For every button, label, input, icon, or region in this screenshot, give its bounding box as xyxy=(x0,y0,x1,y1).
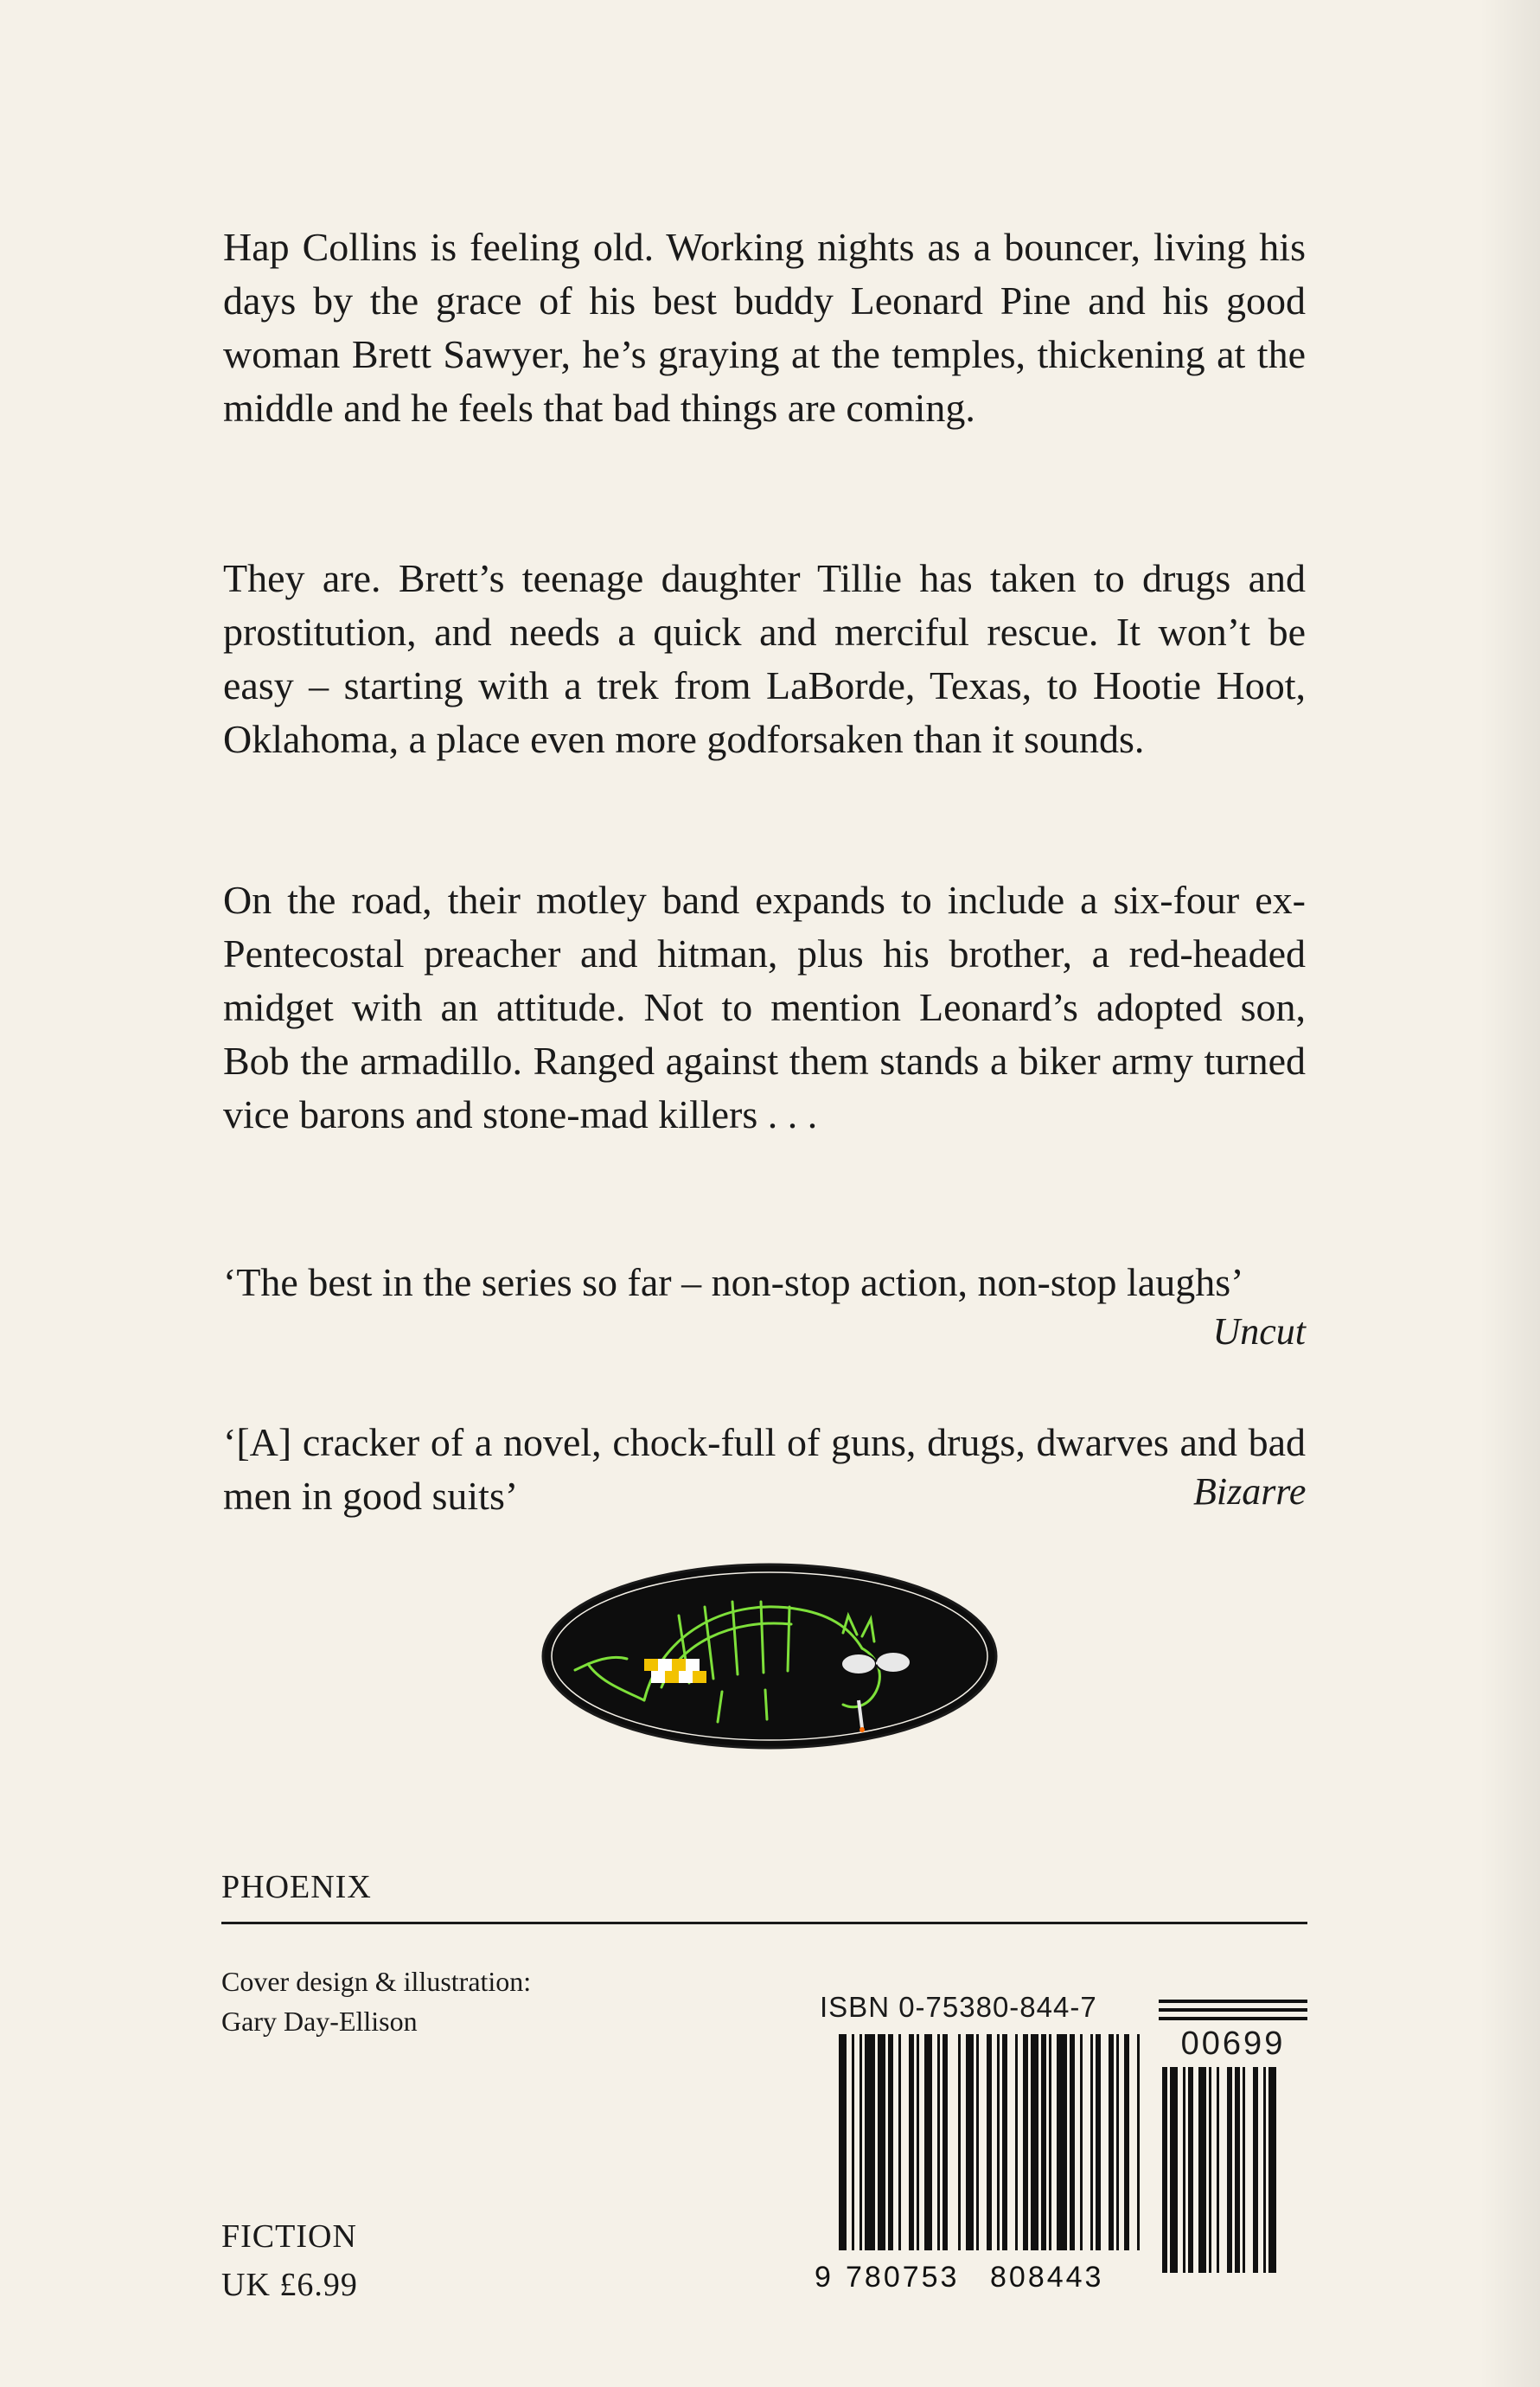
barcode-addon-bar xyxy=(1188,2067,1193,2273)
barcode-bar xyxy=(997,2034,1000,2250)
barcode-digits-right: 808443 xyxy=(990,2261,1104,2294)
barcode-addon-bar xyxy=(1162,2067,1167,2273)
barcode-addon-bar xyxy=(1170,2067,1178,2273)
price-label: UK £6.99 xyxy=(221,2267,358,2303)
barcode-bar xyxy=(1023,2034,1028,2250)
review-source-1: Uncut xyxy=(1212,1310,1306,1353)
barcode-bar xyxy=(909,2034,914,2250)
barcode-bar xyxy=(898,2034,901,2250)
barcode-bar xyxy=(1070,2034,1075,2250)
barcode-addon-bar xyxy=(1217,2067,1219,2273)
barcode-addon-digits: 00699 xyxy=(1180,2025,1286,2062)
barcode-bar xyxy=(937,2034,940,2250)
barcode-bar xyxy=(1096,2034,1101,2250)
barcode-addon-bar xyxy=(1263,2067,1266,2273)
barcode-bar xyxy=(1041,2034,1046,2250)
barcode-bar xyxy=(878,2034,885,2250)
barcode-bar xyxy=(1116,2034,1119,2250)
barcode-addon-bar xyxy=(1209,2067,1211,2273)
barcode-bar xyxy=(976,2034,979,2250)
barcode-bar xyxy=(1090,2034,1093,2250)
blurb-paragraph-3: On the road, their motley band expands to include a six-four ex-Pentecostal preacher and hitman, plus his brother, a red-headed midget with an attitude. Not to mention Leonard’s adopted son, Bob the armadillo. Ranged against them stands a biker army turned vice barons and stone-mad killers . . . xyxy=(223,878,1306,1136)
barcode-bar xyxy=(966,2034,974,2250)
genre-price-block xyxy=(221,2212,358,2309)
barcode-bar xyxy=(1137,2034,1140,2250)
barcode-bar xyxy=(865,2034,875,2250)
barcode-digits-left: 780753 xyxy=(846,2261,960,2294)
barcode-addon-bar xyxy=(1198,2067,1206,2273)
barcode-addon-bar xyxy=(1268,2067,1276,2273)
review-quote-1: ‘The best in the series so far – non-stop action, non-stop laughs’ xyxy=(223,1260,1244,1304)
barcode-bar xyxy=(859,2034,862,2250)
divider xyxy=(221,1922,1307,1924)
cover-credit-line-2: Gary Day-Ellison xyxy=(221,2006,418,2037)
barcode-addon-bar xyxy=(1243,2067,1245,2273)
barcode-bar xyxy=(943,2034,948,2250)
barcode-bar xyxy=(958,2034,961,2250)
barcode-bar xyxy=(1109,2034,1114,2250)
page-edge-shadow xyxy=(1479,0,1540,2387)
barcode-bar xyxy=(1049,2034,1051,2250)
barcode-bar xyxy=(1080,2034,1083,2250)
barcode-bar xyxy=(1057,2034,1067,2250)
cover-credit xyxy=(221,1961,531,2041)
isbn-label: ISBN 0-75380-844-7 xyxy=(820,1991,1097,2023)
barcode-bar xyxy=(1124,2034,1129,2250)
barcode-addon-bar xyxy=(1227,2067,1232,2273)
barcode xyxy=(813,2034,1150,2294)
barcode-addon-lines xyxy=(1159,1998,1307,2022)
barcode-addon-bars xyxy=(1159,2067,1307,2283)
cover-credit-line-1: Cover design & illustration: xyxy=(221,1966,532,1997)
review-quote-2: ‘[A] cracker of a novel, chock-full of guns, drugs, dwarves and bad men in good suits’ xyxy=(223,1420,1306,1518)
blurb-paragraph-2: They are. Brett’s teenage daughter Tillie has taken to drugs and prostitution, and needs a quick and merciful rescue. It won’t be easy – starting with a trek from LaBorde, Texas, to Hootie Hoot, Oklahoma, a place even more godforsaken than it sounds. xyxy=(223,556,1306,761)
barcode-bar xyxy=(1015,2034,1018,2250)
genre-label: FICTION xyxy=(221,2218,357,2255)
barcode-bar xyxy=(917,2034,919,2250)
barcode-addon-bar xyxy=(1183,2067,1185,2273)
barcode-addon-bar xyxy=(1235,2067,1240,2273)
barcode-bar xyxy=(888,2034,893,2250)
barcode-bar xyxy=(1002,2034,1007,2250)
blurb-paragraph-1: Hap Collins is feeling old. Working nights as a bouncer, living his days by the grace of his best buddy Leonard Pine and his good woman Brett Sawyer, he’s graying at the temples, thickening at the middle and he feels that bad things are coming. xyxy=(223,225,1306,430)
barcode-bar xyxy=(924,2034,932,2250)
barcode-bar xyxy=(852,2034,854,2250)
review-source-2: Bizarre xyxy=(1193,1470,1307,1513)
barcode-bar xyxy=(839,2034,847,2250)
barcode-bar xyxy=(1031,2034,1038,2250)
barcode-bar xyxy=(987,2034,992,2250)
publisher-imprint: PHOENIX xyxy=(221,1869,372,1905)
barcode-addon-bar xyxy=(1253,2067,1258,2273)
barcode-digit-prefix: 9 xyxy=(815,2261,831,2294)
armadillo-with-sunglasses-icon xyxy=(540,1562,999,1750)
